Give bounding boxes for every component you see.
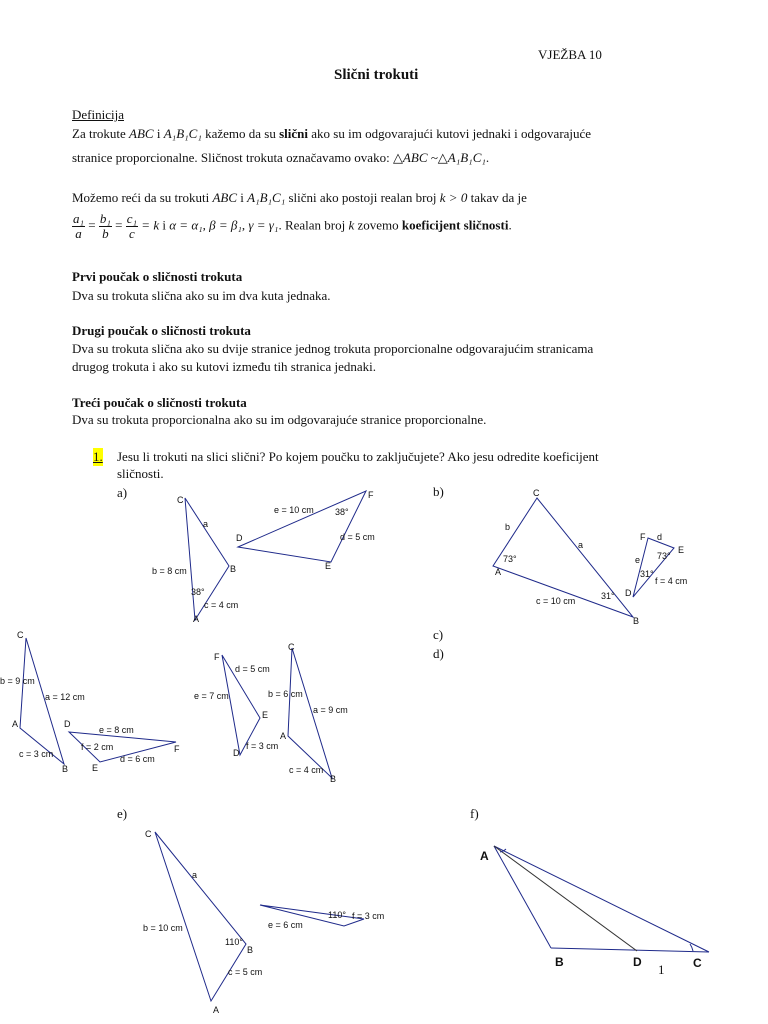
fig-c-vertex-e: E: [92, 763, 99, 773]
theorem-3-text: Dva su trokuta proporcionalna ako su im odgovarajuće stranice proporcionalne.: [72, 412, 487, 427]
fig-c-vertex-f: F: [174, 744, 180, 754]
theorem-2-title: Drugi poučak o sličnosti trokuta: [72, 323, 251, 338]
definition-line-4: $\frac{\text{a₁}}{a}$ = $\frac{\text{b₁}}{b}$ = $\frac{\text{c₁}}{c}$ = k i α = α₁, β = β₁, γ = γ₁. Realan broj k zovemo koeficijent sličnosti.: [73, 211, 512, 241]
fig-c-vertex-b: B: [62, 764, 69, 774]
fig-e-side-b: b = 10 cm: [143, 923, 183, 933]
fig-b-side-c: c = 10 cm: [536, 596, 576, 606]
fig-d-vertex-a: A: [280, 731, 287, 741]
fig-b-vertex-e: E: [678, 545, 685, 555]
fig-d-vertex-b: B: [330, 774, 337, 784]
fig-f-vertex-c: C: [693, 956, 702, 970]
fig-d-side-d: d = 5 cm: [235, 664, 270, 674]
fig-d-vertex-d: D: [233, 748, 240, 758]
fig-b-vertex-b: B: [633, 616, 640, 626]
definition-line-3: Možemo reći da su trokuti ABC i A₁B₁C₁ slični ako postoji realan broj k > 0 takav da je: [72, 190, 527, 205]
fig-c-side-b: b = 9 cm: [0, 676, 35, 686]
fig-e-vertex-a: A: [213, 1005, 220, 1015]
part-c-label: c): [433, 627, 444, 642]
fig-a-vertex-e: E: [325, 561, 332, 571]
fig-b-vertex-c: C: [533, 488, 540, 498]
fig-b-angle-a: 73°: [503, 554, 517, 564]
fig-f-vertex-b: B: [555, 955, 564, 969]
task-text-2: sličnosti.: [117, 466, 164, 481]
theorem-3-title: Treći poučak o sličnosti trokuta: [72, 395, 247, 410]
fig-c-side-a: a = 12 cm: [45, 692, 85, 702]
fig-b-side-d: d: [657, 532, 663, 542]
definition-heading: Definicija: [72, 107, 124, 122]
theorem-2-text: Dva su trokuta slična ako su dvije stranice jednog trokuta proporcionalne odgovarajućim stranicama: [72, 341, 594, 356]
fig-b-angle-d: 31°: [640, 569, 654, 579]
fig-a-side-a: a: [203, 519, 209, 529]
fig-c-side-e: e = 8 cm: [99, 725, 134, 735]
fig-e-vertex-b: B: [247, 945, 254, 955]
fig-b-side-f: f = 4 cm: [655, 576, 688, 586]
part-e-label: e): [117, 806, 128, 821]
fig-b-vertex-f: F: [640, 532, 646, 542]
part-a-label: a): [117, 485, 128, 500]
fig-b-side-e: e: [635, 555, 641, 565]
fig-c-side-d: d = 6 cm: [120, 754, 155, 764]
fig-c-vertex-c: C: [17, 630, 24, 640]
fig-d-side-e: e = 7 cm: [194, 691, 229, 701]
fig-a-vertex-a: A: [193, 614, 200, 624]
fig-f-vertex-a: A: [480, 849, 489, 863]
fig-f-vertex-d: D: [633, 955, 642, 969]
fig-e-side-a: a: [192, 870, 198, 880]
fig-a-side-e: e = 10 cm: [274, 505, 314, 515]
page-title: Slični trokuti: [334, 67, 419, 83]
fig-a-vertex-d: D: [236, 533, 243, 543]
part-d-label: d): [433, 646, 444, 661]
fig-e-angle: 110°: [225, 937, 243, 947]
fig-c-vertex-d: D: [64, 719, 71, 729]
triangle-f: [494, 846, 709, 952]
fig-b-side-a: a: [578, 540, 584, 550]
theorem-1-text: Dva su trokuta slična ako su im dva kuta jednaka.: [72, 288, 331, 303]
fig-a-side-c: c = 4 cm: [204, 600, 239, 610]
triangle-b-def: [633, 538, 674, 597]
fig-a-vertex-c: C: [177, 495, 184, 505]
fig-e-vertex-c: C: [145, 829, 152, 839]
theorem-1-title: Prvi poučak o sličnosti trokuta: [72, 269, 243, 284]
task-number: 1.: [93, 449, 103, 464]
fig-d-vertex-e: E: [262, 710, 269, 720]
fig-d-side-a: a = 9 cm: [313, 705, 348, 715]
fig-b-vertex-d: D: [625, 588, 632, 598]
fig-e-angle-2: 110°: [328, 910, 346, 920]
definition-line-1: Za trokute ABC i A₁B₁C₁ kažemo da su slični ako su im odgovarajući kutovi jednaki i odgovarajuće: [72, 126, 592, 141]
page-number: 1: [658, 962, 665, 977]
task-text-1: Jesu li trokuti na slici slični? Po kojem poučku to zaključujete? Ako jesu odredite koeficijent: [117, 449, 599, 464]
fig-a-side-b: b = 8 cm: [152, 566, 187, 576]
theorem-2-text-2: drugog trokuta i ako su kutovi između tih stranica jednaki.: [72, 359, 376, 374]
part-f-label: f): [470, 806, 479, 821]
fig-e-side-e: e = 6 cm: [268, 920, 303, 930]
fig-b-side-b: b: [505, 522, 511, 532]
part-b-label: b): [433, 484, 444, 499]
fig-d-side-c: c = 4 cm: [289, 765, 324, 775]
fig-d-vertex-f: F: [214, 652, 220, 662]
fig-a-vertex-f: F: [368, 490, 374, 500]
fig-c-side-f: f = 2 cm: [81, 742, 114, 752]
fig-d-vertex-c: C: [288, 642, 295, 652]
fig-a-vertex-b: B: [230, 564, 237, 574]
fig-d-side-f: f = 3 cm: [246, 741, 279, 751]
fig-a-angle: 38°: [191, 587, 205, 597]
fig-e-side-f: f = 3 cm: [352, 911, 385, 921]
fig-e-side-c: c = 5 cm: [228, 967, 263, 977]
fig-c-side-c: c = 3 cm: [19, 749, 54, 759]
triangle-a-def: [238, 491, 366, 562]
fig-b-angle-e: 73°: [657, 551, 671, 561]
definition-line-2: stranice proporcionalne. Sličnost trokuta označavamo ovako: △ABC ~△A₁B₁C₁.: [72, 150, 490, 165]
exercise-label: VJEŽBA 10: [538, 47, 602, 62]
fig-b-vertex-a: A: [495, 567, 502, 577]
fig-a-side-d: d = 5 cm: [340, 532, 375, 542]
fig-d-side-b: b = 6 cm: [268, 689, 303, 699]
fig-b-angle-b: 31°: [601, 591, 615, 601]
fig-a-angle-2: 38°: [335, 507, 349, 517]
fig-c-vertex-a: A: [12, 719, 19, 729]
